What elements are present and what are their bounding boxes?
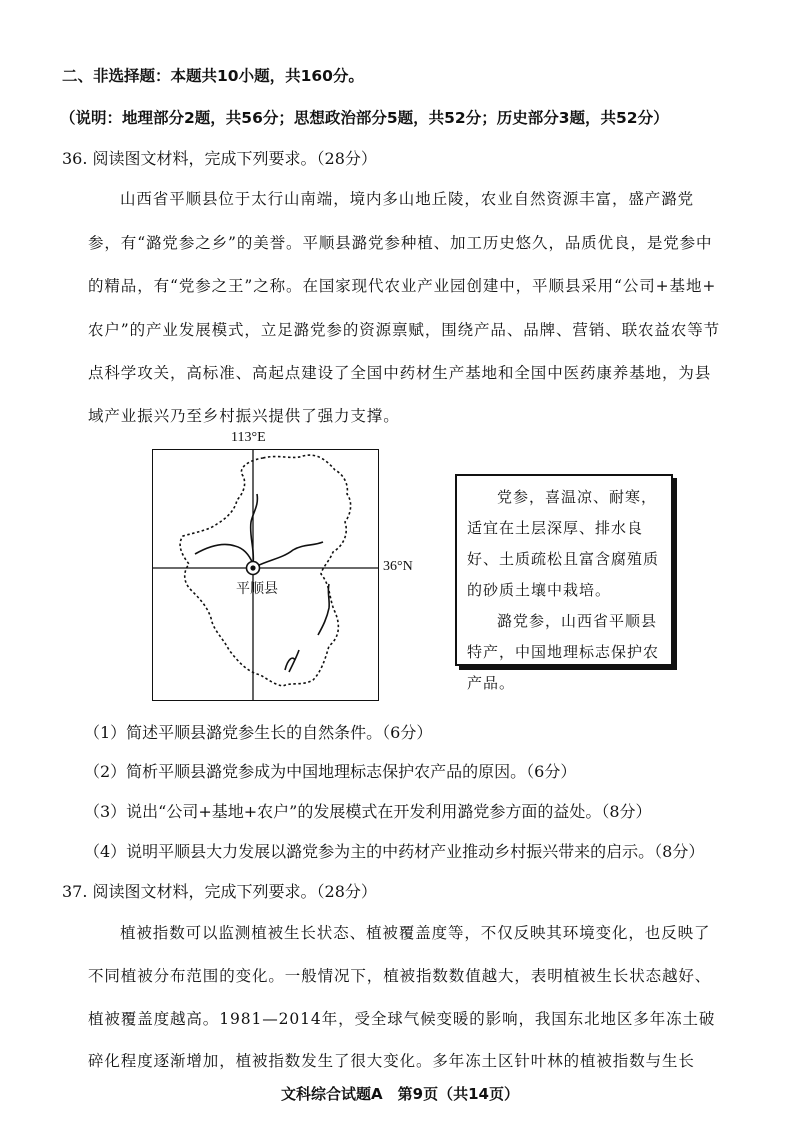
page-footer: 文科综合试题A 第9页（共14页） (281, 1085, 519, 1103)
river (289, 650, 299, 672)
section-heading: 二、非选择题：本题共10小题，共160分。 (62, 67, 364, 85)
q36-passage-line: 农户”的产业发展模式，立足潞党参的资源禀赋，围绕产品、品牌、营销、联农益农等节 (88, 321, 721, 339)
q36-subquestion: （1）简述平顺县潞党参生长的自然条件。（6分） (84, 723, 433, 742)
river (257, 542, 323, 566)
county-seat-marker-center (250, 565, 255, 570)
county-map (152, 449, 379, 701)
q36-stem: 36. 阅读图文材料，完成下列要求。（28分） (62, 149, 377, 168)
river (195, 544, 253, 564)
info-box-paragraph: 潞党参，山西省平顺县特产，中国地理标志保护农产品。 (467, 612, 660, 692)
q37-passage-line: 碎化程度逐渐增加，植被指数发生了很大变化。多年冻土区针叶林的植被指数与生长 (88, 1052, 695, 1070)
q36-passage-line: 点科学攻关，高标准、高起点建设了全国中药材生产基地和全国中医药康养基地，为县 (88, 364, 712, 382)
q37-passage-line: 不同植被分布范围的变化。一般情况下，植被指数数值越大，表明植被生长状态越好、 (88, 967, 712, 985)
section-note: （说明：地理部分2题，共56分；思想政治部分5题，共52分；历史部分3题，共52分） (60, 109, 669, 127)
q37-passage-line: 植被覆盖度越高。1981—2014年，受全球气候变暖的影响，我国东北地区多年冻土破 (88, 1010, 716, 1028)
info-box-paragraph: 党参，喜温凉、耐寒，适宜在土层深厚、排水良好、土质疏松且富含腐殖质的砂质土壤中栽培。 (467, 488, 660, 599)
q36-subquestion: （4）说明平顺县大力发展以潞党参为主的中药材产业推动乡村振兴带来的启示。（8分） (84, 842, 705, 861)
q37-passage-line: 植被指数可以监测植被生长状态、植被覆盖度等，不仅反映其环境变化，也反映了 (120, 924, 711, 942)
q36-subquestion: （2）简析平顺县潞党参成为中国地理标志保护农产品的原因。（6分） (84, 762, 577, 781)
county-map-drawing (153, 450, 378, 700)
river (318, 584, 329, 635)
county-label: 平顺县 (236, 582, 278, 597)
q36-passage-line: 山西省平顺县位于太行山南端，境内多山地丘陵，农业自然资源丰富，盛产潞党 (120, 190, 695, 208)
river (251, 494, 258, 564)
longitude-label: 113°E (231, 430, 266, 445)
q36-passage-line: 参，有“潞党参之乡”的美誉。平顺县潞党参种植、加工历史悠久，品质优良，是党参中 (88, 234, 713, 252)
q36-passage-line: 的精品，有“党参之王”之称。在国家现代农业产业园创建中，平顺县采用“公司+基地+ (88, 277, 717, 295)
info-box (455, 474, 673, 692)
latitude-label: 36°N (383, 559, 413, 574)
q37-stem: 37. 阅读图文材料，完成下列要求。（28分） (62, 882, 377, 901)
county-boundary (180, 455, 351, 686)
q36-subquestion: （3）说出“公司+基地+农户”的发展模式在开发利用潞党参方面的益处。（8分） (84, 802, 652, 821)
q36-passage-line: 域产业振兴乃至乡村振兴提供了强力支撑。 (88, 407, 400, 425)
